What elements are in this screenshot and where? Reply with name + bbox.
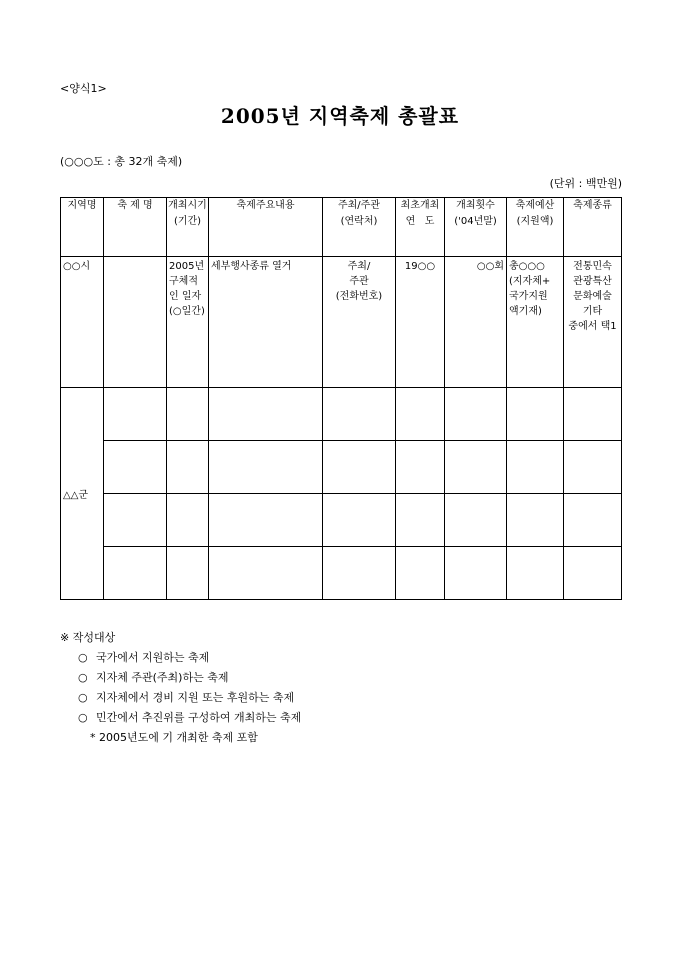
header-host: 주최/주관 (연락처)	[323, 198, 396, 257]
table-row	[61, 441, 622, 494]
table-row	[61, 388, 622, 441]
region-note: (○○○도 : 총 32개 축제)	[60, 155, 183, 168]
unit-note: (단위 : 백만원)	[549, 177, 622, 190]
festival-name-cell	[104, 257, 167, 388]
region-cell: △△군	[61, 388, 104, 600]
page-title: 2005년 지역축제 총괄표	[220, 104, 460, 128]
header-first-year: 최초개최 연 도	[396, 198, 445, 257]
type-cell: 전통민속 관광특산 문화예술 기타 중에서 택1	[564, 257, 622, 388]
list-item: ○ 지자체 주관(주최)하는 축제	[60, 668, 301, 688]
bullet-icon: ○	[78, 691, 88, 704]
header-type: 축제종류	[564, 198, 622, 257]
bullet-icon: ○	[78, 711, 88, 724]
table-row	[61, 257, 622, 388]
notes-heading: ※ 작성대상	[60, 631, 116, 644]
header-festival-name: 축 제 명	[104, 198, 167, 257]
content-cell: 세부행사종류 열거	[209, 257, 323, 388]
header-budget: 축제예산 (지원액)	[507, 198, 564, 257]
bullet-icon: ○	[78, 651, 88, 664]
header-count: 개최횟수 ('04년말)	[445, 198, 507, 257]
table-header-row	[61, 198, 622, 257]
budget-cell: 총○○○ (지자체+ 국가지원 액기재)	[507, 257, 564, 388]
list-item: ○ 국가에서 지원하는 축제	[60, 648, 301, 668]
region-cell: ○○시	[61, 257, 104, 388]
table-row	[61, 494, 622, 547]
period-cell: 2005년 구체적 인 일자 (○일간)	[167, 257, 209, 388]
notes-footnote: * 2005년도에 기 개최한 축제 포함	[90, 731, 258, 744]
bullet-icon: ○	[78, 671, 88, 684]
table-row	[61, 547, 622, 600]
header-content: 축제주요내용	[209, 198, 323, 257]
first-year-cell: 19○○	[396, 257, 445, 388]
header-region: 지역명	[61, 198, 104, 257]
host-cell: 주최/ 주관 (전화번호)	[323, 257, 396, 388]
list-item: ○ 지자체에서 경비 지원 또는 후원하는 축제	[60, 688, 301, 708]
festival-summary-table	[60, 197, 622, 600]
count-cell: ○○회	[445, 257, 507, 388]
list-item: ○ 민간에서 추진위를 구성하여 개최하는 축제	[60, 708, 301, 728]
form-label: <양식1>	[60, 82, 107, 95]
header-period: 개최시기 (기간)	[167, 198, 209, 257]
notes-section	[60, 628, 301, 748]
